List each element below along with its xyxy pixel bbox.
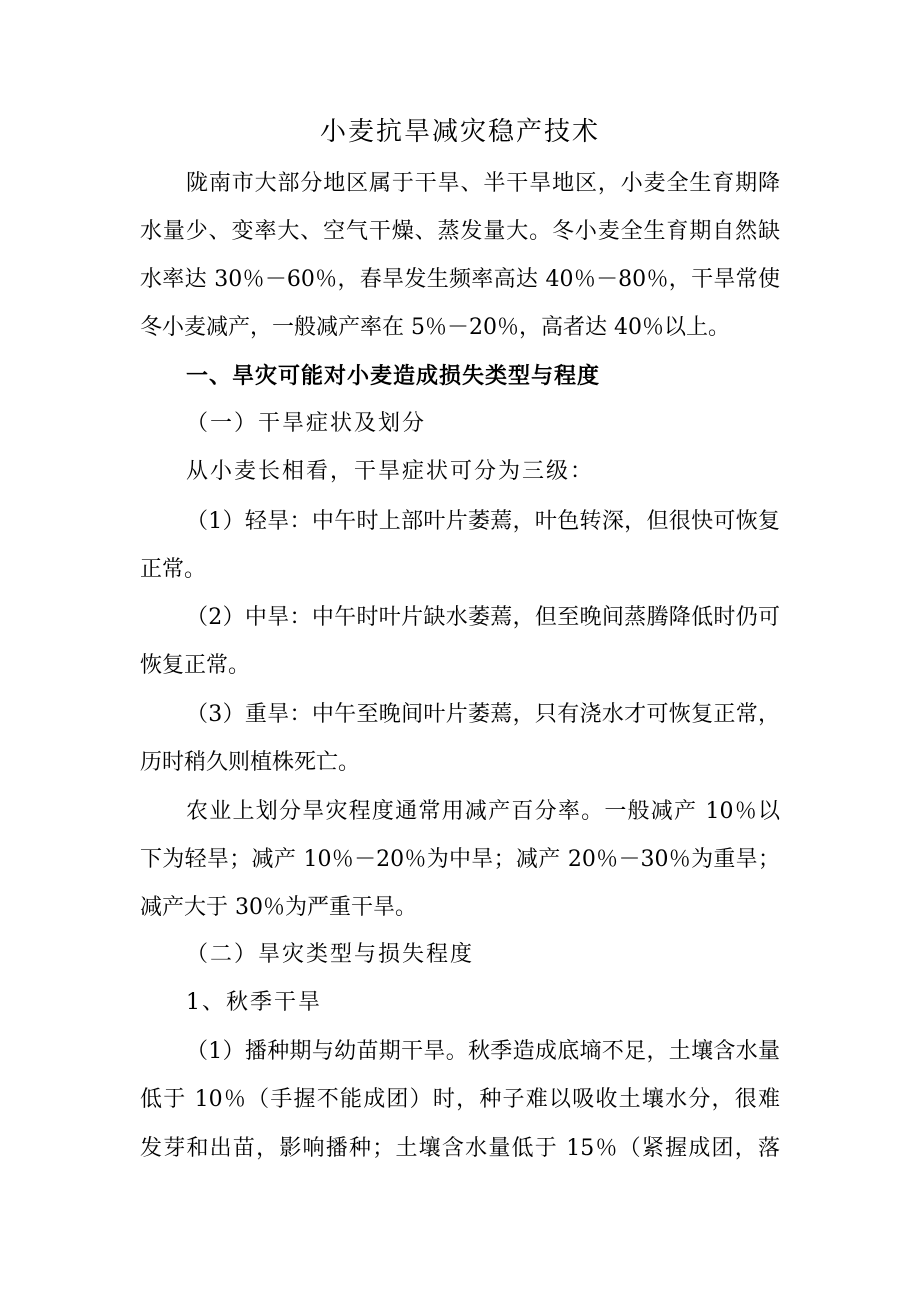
- subsection-heading: 1、秋季干旱: [186, 990, 322, 1015]
- list-item-line: 正常。: [140, 557, 207, 582]
- list-item-line: 恢复正常。: [140, 653, 251, 678]
- paragraph-line: 陇南市大部分地区属于干旱、半干旱地区，小麦全生育期降: [186, 171, 780, 196]
- paragraph-line: 农业上划分旱灾程度通常用减产百分率。一般减产 10％以: [186, 799, 780, 824]
- paragraph-line: 发芽和出苗，影响播种；土壤含水量低于 15％（紧握成团，落: [140, 1136, 780, 1161]
- document-title: 小麦抗旱减灾稳产技术: [319, 117, 600, 147]
- paragraph-line: 水率达 30％－60％，春旱发生频率高达 40％－80％，干旱常使: [140, 267, 780, 292]
- paragraph-line: 减产大于 30％为严重干旱。: [140, 895, 417, 920]
- paragraph-line: 水量少、变率大、空气干燥、蒸发量大。冬小麦全生育期自然缺: [140, 219, 780, 244]
- list-item-line: （2）中旱：中午时叶片缺水萎蔫，但至晚间蒸腾降低时仍可: [186, 605, 780, 630]
- subsection-heading: （一）干旱症状及划分: [186, 411, 427, 436]
- paragraph-line: 冬小麦减产，一般减产率在 5％－20％，高者达 40％以上。: [140, 315, 730, 340]
- paragraph-line: 低于 10％（手握不能成团）时，种子难以吸收土壤水分，很难: [140, 1087, 780, 1112]
- list-item-line: 历时稍久则植株死亡。: [140, 750, 361, 775]
- list-item-line: （1）轻旱：中午时上部叶片萎蔫，叶色转深，但很快可恢复: [186, 509, 780, 534]
- paragraph-line: 下为轻旱；减产 10％－20％为中旱；减产 20％－30％为重旱；: [140, 847, 780, 872]
- paragraph-line: 从小麦长相看，干旱症状可分为三级：: [186, 459, 595, 484]
- section-heading: 一、旱灾可能对小麦造成损失类型与程度: [186, 364, 601, 389]
- paragraph-line: （1）播种期与幼苗期干旱。秋季造成底墒不足，土壤含水量: [186, 1039, 780, 1064]
- subsection-heading: （二）旱灾类型与损失程度: [186, 942, 475, 967]
- list-item-line: （3）重旱：中午至晚间叶片萎蔫，只有浇水才可恢复正常，: [186, 702, 780, 727]
